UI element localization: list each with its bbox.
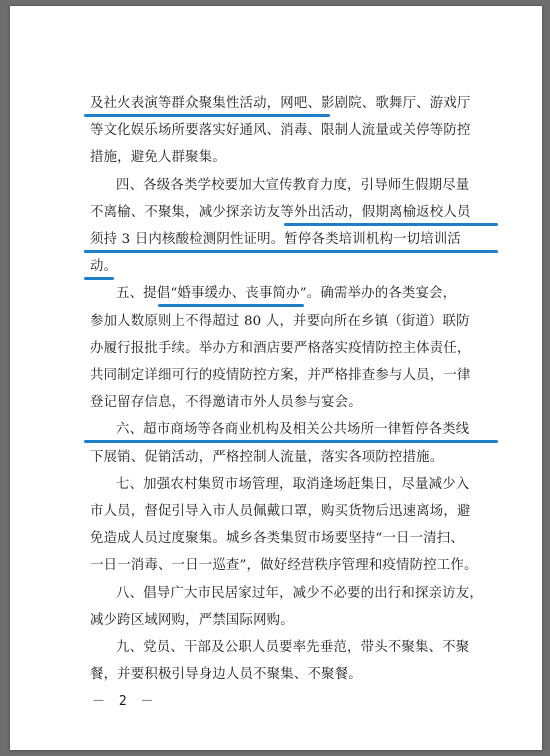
text-line: 等文化娱乐场所要落实好通风、消毒、限制人流量或关停等防控 xyxy=(90,123,471,139)
text-line: 下展销、促销活动，严格控制人流量，落实各项防控措施。 xyxy=(90,449,444,465)
paragraph-six: 六、超市商场等各商业机构及相关公共场所一律暂停各类线 xyxy=(116,422,470,438)
text-line: 措施，避免人群聚集。 xyxy=(90,150,226,166)
text-line: 及社火表演等群众聚集性活动，网吧、影剧院、歌舞厅、游戏厅 xyxy=(90,96,471,111)
text-line: 不离榆、不聚集，减少探亲访友等外出活动，假期离榆返校人员 xyxy=(90,204,471,220)
paragraph-nine: 九、党员、干部及公职人员要率先垂范，带头不聚集、不聚 xyxy=(116,640,470,655)
highlight-underline xyxy=(84,250,498,253)
text-line: 市人员，督促引导入市人员佩戴口罩，购买货物后迅速离场，避 xyxy=(90,504,471,519)
text-line: 办履行报批手续。举办方和酒店要严格落实疫情防控主体责任， xyxy=(90,340,471,356)
page-number: － 2 － xyxy=(92,694,157,710)
text-line: 共同制定详细可行的疫情防控方案，并严格排查参与人员，一律 xyxy=(90,368,471,383)
paragraph-eight: 八、倡导广大市民居家过年，减少不必要的出行和探亲访友， xyxy=(116,585,483,601)
paragraph-four: 四、各级各类学校要加大宣传教育力度，引导师生假期尽量 xyxy=(116,177,470,193)
highlight-underline xyxy=(84,114,330,117)
highlight-underline xyxy=(84,440,498,443)
text-line: 参加人数原则上不得超过 80 人，并要向所在乡镇（街道）联防 xyxy=(90,313,470,329)
text-line: 餐，并要积极引导身边人员不聚集、不聚餐。 xyxy=(90,667,362,683)
text-line: 减少跨区域网购，严禁国际网购。 xyxy=(90,612,294,628)
text-line: 免造成人员过度聚集。城乡各类集贸市场要坚持“一日一清扫、 xyxy=(90,531,464,547)
highlight-underline xyxy=(84,277,114,280)
text-line: 动。 xyxy=(90,259,118,275)
text-line: 一日一消毒、一日一巡查”，做好经营秩序管理和疫情防控工作。 xyxy=(90,558,478,574)
highlight-underline xyxy=(284,223,498,226)
highlight-underline xyxy=(158,304,304,307)
text-line: 须持 3 日内核酸检测阴性证明。暂停各类培训机构一切培训活 xyxy=(90,232,461,247)
document-page xyxy=(10,6,542,750)
text-line: 登记留存信息，不得邀请市外人员参与宴会。 xyxy=(90,395,362,411)
paragraph-five: 五、提倡“婚事缓办、丧事简办”。确需举办的各类宴会， xyxy=(116,286,457,302)
paragraph-seven: 七、加强农村集贸市场管理，取消逢场赶集日，尽量减少入 xyxy=(116,476,470,492)
